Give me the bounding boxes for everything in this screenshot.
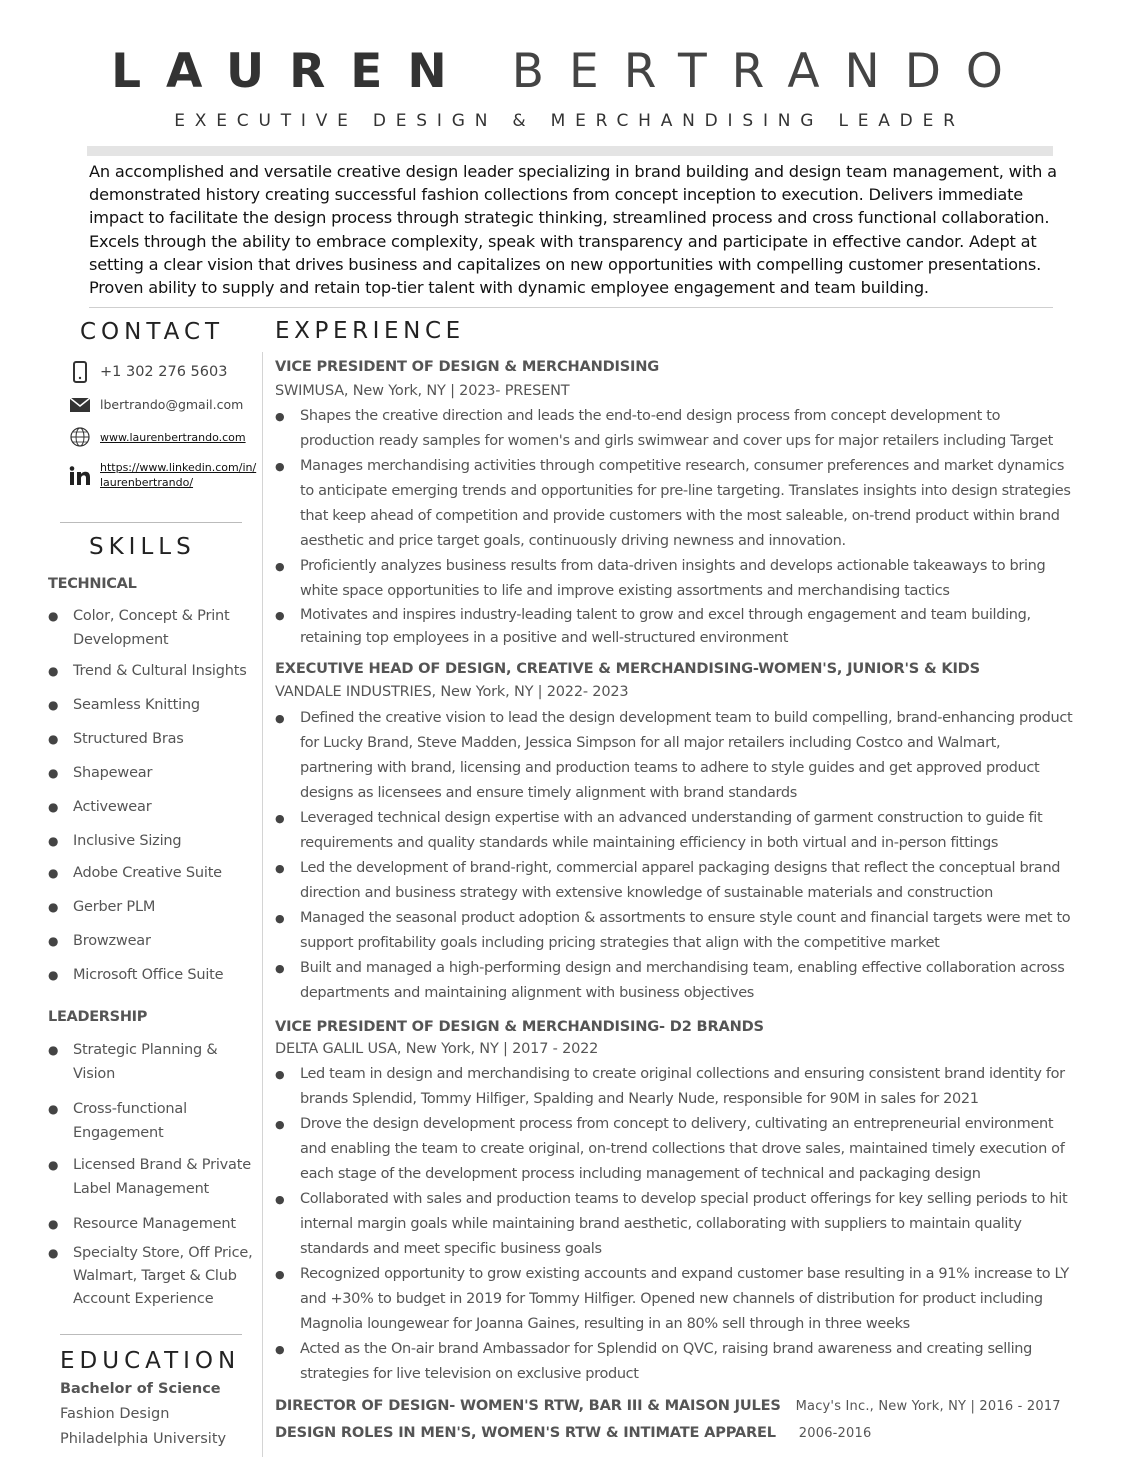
list-item: ● Proficiently analyzes business results from data-driven insights and develops actionable takeaways to bring white space opportunities to life and improve existing assortments and merchandising tactics: [275, 558, 1046, 599]
skill-item: ● Specialty Store, Off Price, Walmart, Target & Club Account Experience: [48, 1245, 253, 1307]
skill-item: ● Browzwear: [48, 933, 151, 949]
prior-role-detail: Macy's Inc., New York, NY | 2016 - 2017: [795, 1399, 1061, 1414]
skill-item: ● Inclusive Sizing: [48, 833, 182, 849]
education-title: EDUCATION: [60, 1348, 241, 1374]
list-item: ● Leveraged technical design expertise with an advanced understanding of garment construction to guide fit requirements and quality standards while maintaining efficiency in both virtual and in-person fittings: [275, 810, 1043, 851]
phone-icon: [68, 361, 92, 383]
divider-bar: [87, 146, 1053, 156]
skill-item: ● Adobe Creative Suite: [48, 865, 222, 881]
skill-item: ● Microsoft Office Suite: [48, 967, 224, 983]
job-title: VICE PRESIDENT OF DESIGN & MERCHANDISING: [275, 358, 660, 375]
first-name: LAUREN: [111, 44, 472, 99]
job-title: VICE PRESIDENT OF DESIGN & MERCHANDISING- D2 BRANDS: [275, 1018, 764, 1035]
phone-number[interactable]: +1 302 276 5603: [100, 364, 228, 380]
job-bullets: [275, 1062, 1075, 1387]
job-bullets: [275, 706, 1075, 1006]
list-item: ● Shapes the creative direction and leads the end-to-end design process from concept development to production ready samples for women's and girls swimwear and cover ups for major retailers including Target: [275, 408, 1053, 449]
job-company: VANDALE INDUSTRIES, New York, NY | 2022- 2023: [275, 684, 629, 700]
summary: An accomplished and versatile creative design leader specializing in brand building and design team management, with a demonstrated history creating successful fashion collections from concept inception to execution. Delivers immediate impact to facilitate the design process through strategic thinking, streamlined process and cross functional collaboration. Excels through the ability to embrace complexity, speak with transparency and participate in effective candor. Adept at setting a clear vision that drives business and capitalizes on new opportunities with compelling customer presentations. Proven ability to supply and retain top-tier talent with dynamic employee engagement and team building.: [89, 162, 1057, 298]
linkedin-link-2[interactable]: laurenbertrando/: [100, 476, 194, 489]
linkedin-link-1[interactable]: https://www.linkedin.com/in/: [100, 461, 257, 474]
skill-item: ● Licensed Brand & Private Label Management: [48, 1157, 251, 1197]
linkedin-icon: [68, 466, 92, 486]
education-field: Fashion Design: [60, 1406, 170, 1422]
skill-item: ● Cross-functional Engagement: [48, 1101, 187, 1141]
skill-item: ● Trend & Cultural Insights: [48, 663, 247, 679]
list-item: ● Collaborated with sales and production teams to develop special product offerings for key selling periods to hit internal margin goals while maintaining brand aesthetic, collaborating with suppliers to maintain quality standards and meet specific business goals: [275, 1191, 1068, 1257]
contact-phone: [68, 361, 227, 383]
skill-item: ● Gerber PLM: [48, 899, 156, 915]
job-company: DELTA GALIL USA, New York, NY | 2017 - 2022: [275, 1041, 599, 1057]
leadership-label: LEADERSHIP: [48, 1009, 148, 1025]
technical-label: TECHNICAL: [48, 576, 137, 592]
contact-linkedin: [68, 460, 256, 490]
mail-icon: [68, 398, 92, 412]
website-link[interactable]: www.laurenbertrando.com: [100, 430, 246, 444]
list-item: ● Led team in design and merchandising to create original collections and ensuring consistent brand identity for brands Splendid, Tommy Hilfiger, Spalding and Nearly Nude, responsible for 90M in sales for 2021: [275, 1066, 1065, 1107]
skills-title: SKILLS: [89, 534, 196, 560]
job-company: SWIMUSA, New York, NY | 2023- PRESENT: [275, 383, 570, 399]
skill-item: ● Resource Management: [48, 1216, 236, 1232]
list-item: ● Managed the seasonal product adoption & assortments to ensure style count and financial targets were met to support profitability goals including pricing strategies that align with the competitive market: [275, 910, 1071, 951]
contact-title: CONTACT: [80, 319, 225, 345]
list-item: ● Acted as the On-air brand Ambassador for Splendid on QVC, raising brand awareness and creating selling strategies for live television on exclusive product: [275, 1341, 1032, 1382]
list-item: ● Defined the creative vision to lead the design development team to build compelling, brand-enhancing product for Lucky Brand, Steve Madden, Jessica Simpson for all major retailers including Costco and Walmart, partnering with brand, licensing and production teams to adhere to style guides and get approved product designs as licensees and ensure timely alignment with brand standards: [275, 710, 1073, 801]
skill-item: ● Strategic Planning & Vision: [48, 1042, 218, 1082]
prior-role: [275, 1397, 1061, 1414]
prior-role-detail: 2006-2016: [798, 1426, 872, 1441]
prior-role-title: DIRECTOR OF DESIGN- WOMEN'S RTW, BAR III & MAISON JULES: [275, 1397, 781, 1414]
experience-title: EXPERIENCE: [275, 318, 465, 344]
skill-item: ● Shapewear: [48, 765, 153, 781]
prior-role: [275, 1424, 871, 1441]
job-bullets: [275, 404, 1075, 650]
contact-website: [68, 427, 246, 447]
tagline: EXECUTIVE DESIGN & MERCHANDISING LEADER: [174, 111, 965, 131]
skill-item: ● Seamless Knitting: [48, 697, 200, 713]
globe-icon: [68, 427, 92, 447]
list-item: ● Built and managed a high-performing design and merchandising team, enabling effective collaboration across departments and maintaining alignment with business objectives: [275, 960, 1065, 1001]
contact-email: [68, 397, 243, 412]
skill-item: ● Structured Bras: [48, 731, 184, 747]
list-item: ● Led the development of brand-right, commercial apparel packaging designs that reflect the conceptual brand direction and business strategy with extensive knowledge of sustainable materials and construction: [275, 860, 1061, 901]
list-item: ● Drove the design development process from concept to delivery, cultivating an entrepreneurial environment and enabling the team to create original, on-trend collections that drove sales, maintained timely execution of each stage of the development process including management of technical and packaging design: [275, 1116, 1065, 1182]
last-name: BERTRANDO: [511, 44, 1028, 99]
list-item: ● Manages merchandising activities through competitive research, consumer preferences and market dynamics to anticipate emerging trends and opportunities for pre-line targeting. Translates insights into design strategies that keep ahead of competition and provide customers with the most saleable, on-trend product within brand aesthetic and price target goals, continuously driving newness and innovation.: [275, 458, 1071, 549]
divider: [60, 1334, 242, 1335]
prior-role-title: DESIGN ROLES IN MEN'S, WOMEN'S RTW & INTIMATE APPAREL: [275, 1424, 776, 1441]
skill-item: ● Color, Concept & Print Development: [48, 608, 230, 648]
divider: [89, 307, 1053, 308]
skill-item: ● Activewear: [48, 799, 152, 815]
education-degree: Bachelor of Science: [60, 1381, 221, 1397]
job-title: EXECUTIVE HEAD OF DESIGN, CREATIVE & MERCHANDISING-WOMEN'S, JUNIOR'S & KIDS: [275, 660, 980, 677]
list-item: ● Recognized opportunity to grow existing accounts and expand customer base resulting in a 91% increase to LY and +30% to budget in 2019 for Tommy Hilfiger. Opened new channels of distribution for product including Magnolia loungewear for Joanna Gaines, resulting in an 80% sell through in three weeks: [275, 1266, 1069, 1332]
list-item: ● Motivates and inspires industry-leading talent to grow and excel through engagement and team building, retaining top employees in a positive and well-structured environment: [275, 607, 1031, 646]
divider: [60, 522, 242, 523]
email-link[interactable]: lbertrando@gmail.com: [100, 397, 244, 412]
column-divider: [262, 352, 263, 1457]
education-school: Philadelphia University: [60, 1431, 227, 1447]
candidate-name: [0, 44, 1139, 99]
